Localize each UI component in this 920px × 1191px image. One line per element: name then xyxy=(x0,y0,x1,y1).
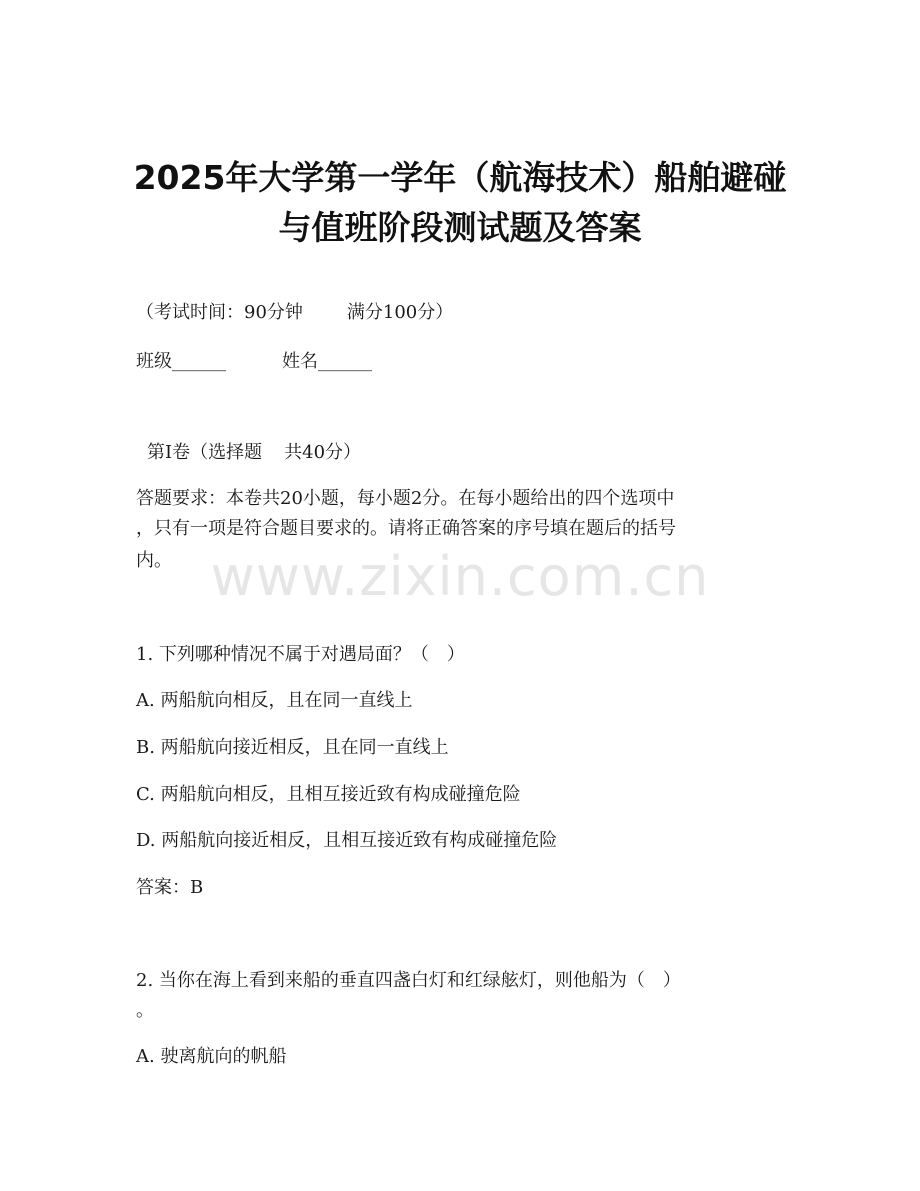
document-title-line-1: 2025年大学第一学年（航海技术）船舶避碰 xyxy=(133,158,787,197)
instructions-line-2: ，只有一项是符合题目要求的。请将正确答案的序号填在题后的括号 xyxy=(136,518,676,539)
exam-info xyxy=(136,301,453,325)
question-2-stem-line-2: 。 xyxy=(136,1000,154,1021)
question-1-option-d: D. 两船航向接近相反，且相互接近致有构成碰撞危险 xyxy=(136,830,558,851)
section-title: 第I卷（选择题 xyxy=(147,442,263,463)
question-2-option-a: A. 驶离航向的帆船 xyxy=(136,1046,287,1067)
name-field: 姓名______ xyxy=(282,351,372,372)
class-field: 班级______ xyxy=(136,351,226,372)
watermark: www.zixin.com.cn xyxy=(210,545,710,608)
exam-time: （考试时间：90分钟 xyxy=(136,302,303,323)
section-heading xyxy=(147,441,361,465)
question-1-answer: 答案：B xyxy=(136,877,204,898)
question-2-stem-line-1: 2. 当你在海上看到来船的垂直四盏白灯和红绿舷灯，则他船为（ ） xyxy=(136,970,681,991)
section-total: 共40分） xyxy=(284,442,362,463)
student-fields xyxy=(136,350,372,374)
exam-full-score: 满分100分） xyxy=(346,302,454,323)
question-1-option-b: B. 两船航向接近相反，且在同一直线上 xyxy=(136,737,449,758)
instructions-line-1: 答题要求：本卷共20小题，每小题2分。在每小题给出的四个选项中 xyxy=(136,488,675,509)
document-title-line-2: 与值班阶段测试题及答案 xyxy=(278,208,642,247)
question-1-option-c: C. 两船航向相反，且相互接近致有构成碰撞危险 xyxy=(136,784,521,805)
question-1-option-a: A. 两船航向相反，且在同一直线上 xyxy=(136,690,413,711)
question-1-stem: 1. 下列哪种情况不属于对遇局面？（ ） xyxy=(136,644,465,665)
instructions-line-3: 内。 xyxy=(136,550,172,571)
